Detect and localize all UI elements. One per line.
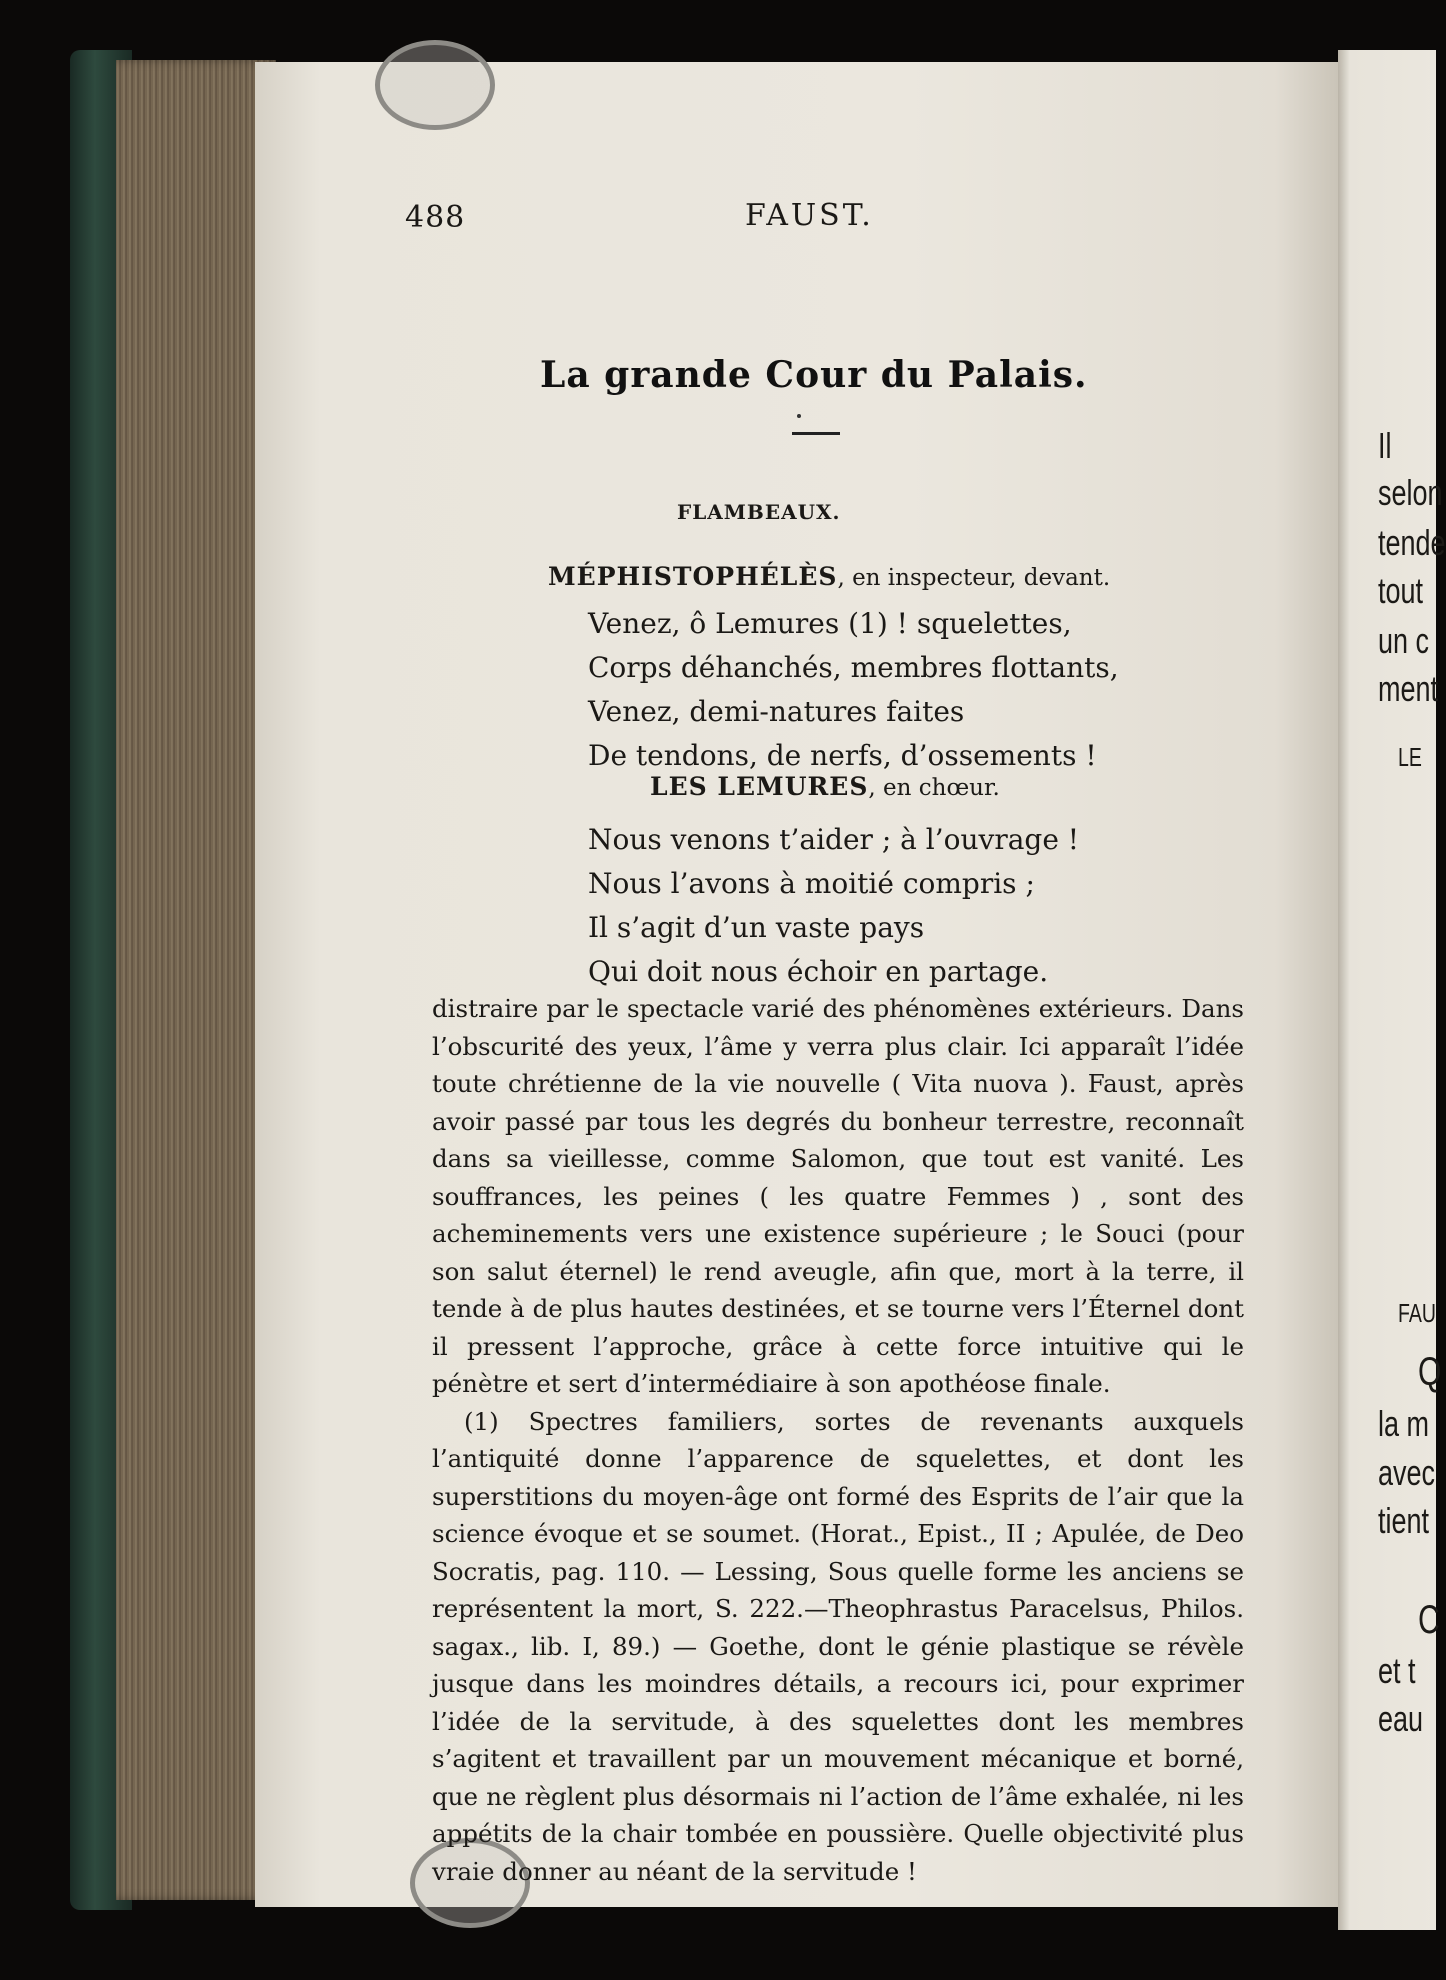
verse-line: Nous l’avons à moitié compris ; (588, 867, 1035, 900)
speaker-name: LES LEMURES (650, 772, 869, 801)
running-head: FAUST. (745, 198, 874, 233)
page-number: 488 (405, 200, 466, 235)
verse-line: Il s’agit d’un vaste pays (588, 911, 925, 944)
verse-line: Nous venons t’aider ; à l’ouvrage ! (588, 823, 1080, 856)
facing-fragment: et t (1378, 1650, 1416, 1691)
verse-line: Venez, ô Lemures (1) ! squelettes, (588, 607, 1072, 640)
stage-direction: FLAMBEAUX. (677, 500, 841, 524)
speaker-heading (650, 772, 1000, 801)
facing-fragment: FAU (1398, 1298, 1436, 1328)
speaker-heading (548, 562, 1110, 591)
notes-section (432, 990, 1244, 1890)
speaker-direction: , en chœur. (868, 775, 1000, 801)
verse-line: De tendons, de nerfs, d’ossements ! (588, 739, 1097, 772)
speaker-direction: , en inspecteur, devant. (837, 565, 1111, 591)
verse-line: Corps déhanchés, membres flottants, (588, 651, 1119, 684)
facing-fragment: tient (1378, 1500, 1430, 1541)
title-rule (792, 432, 840, 435)
facing-fragment: Il (1378, 425, 1392, 466)
verse-block (588, 818, 1079, 994)
facing-fragment: tout (1378, 570, 1424, 611)
facing-fragment: un c (1378, 620, 1430, 661)
facing-fragment: la m (1378, 1403, 1430, 1444)
facing-page (1338, 50, 1446, 1930)
footnote: (1) Spectres familiers, sortes de revenants auxquels l’antiquité donne l’apparence de squelettes, et dont les superstitions du moyen-âge ont formé des Esprits de l’air que la science évoque et se soumet. (Horat., Epist., II ; Apulée, de Deo Socratis, pag. 110. — Lessing, Sous quelle forme les anciens se représentent la mort, S. 222.—Theophrastus Paracelsus, Philos. sagax., lib. I, 89.) — Goethe, dont le génie plastique se révèle jusque dans les moindres détails, a recours ici, pour exprimer l’idée de la servitude, à des squelettes dont les membres s’agitent et travaillent par un mouvement mécanique et borné, que ne règlent plus désormais ni l’action de l’âme exhalée, ni les appétits de la chair tombée en poussière. Quelle objectivité plus vraie donner au néant de la servitude ! (432, 1406, 1244, 1886)
verse-line: Venez, demi-natures faites (588, 695, 965, 728)
facing-fragment: C (1418, 1598, 1440, 1642)
note-continuation: distraire par le spectacle varié des phénomènes extérieurs. Dans l’obscurité des yeux, l’âme y verra plus clair. Ici apparaît l’idée toute chrétienne de la vie nouvelle ( Vita nuova ). Faust, après avoir passé par tous les degrés du bonheur terrestre, reconnaît dans sa vieillesse, comme Salomon, que tout est vanité. Les souffrances, les peines ( les quatre Femmes ) , sont des acheminements vers une existence supérieure ; le Souci (pour son salut éternel) le rend aveugle, afin que, mort à la terre, il tende à de plus hautes destinées, et se tourne vers l’Éternel dont il pressent l’approche, grâce à cette force intuitive qui le pénètre et sert d’intermédiaire à son apothéose finale. (432, 994, 1244, 1398)
facing-fragment: Q (1418, 1350, 1442, 1394)
facing-fragment: avec (1378, 1452, 1436, 1493)
ornament-dot (797, 414, 801, 418)
scene-title: La grande Cour du Palais. (540, 354, 1088, 396)
page-edges (116, 60, 276, 1900)
facing-fragment: ment (1378, 668, 1439, 709)
facing-fragment: selon (1378, 472, 1443, 513)
facing-fragment: LE (1398, 742, 1422, 772)
facing-fragment: tende (1378, 522, 1446, 563)
page-clip-top (375, 40, 495, 130)
facing-fragment: eau (1378, 1698, 1424, 1739)
verse-block (588, 602, 1119, 778)
verse-line: Qui doit nous échoir en partage. (588, 955, 1049, 988)
speaker-name: MÉPHISTOPHÉLÈS (548, 562, 838, 591)
